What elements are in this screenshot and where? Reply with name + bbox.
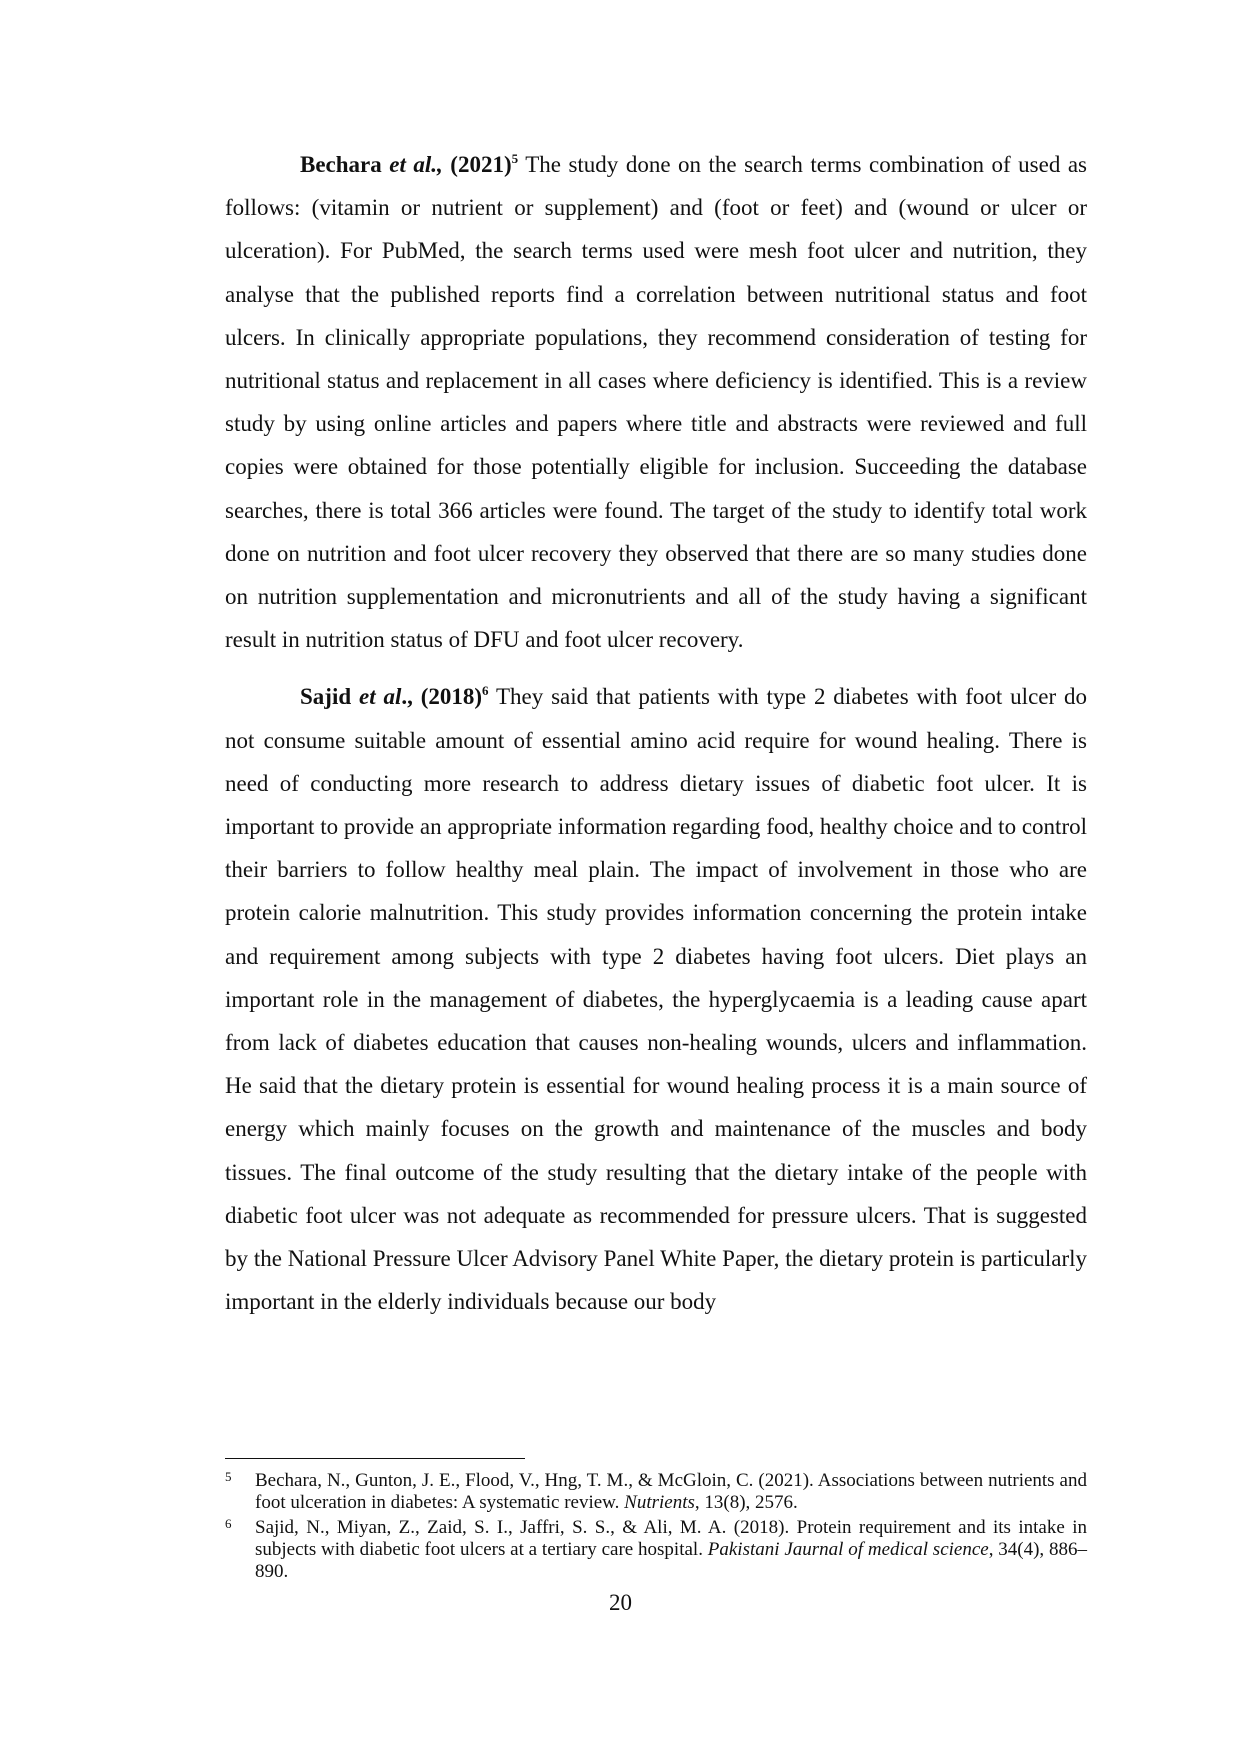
reference-details: , 34(4), 886–890. — [255, 1539, 1087, 1582]
author-name: Bechara — [300, 152, 382, 177]
author-citation — [300, 684, 482, 709]
author-citation — [300, 152, 512, 177]
footnote-marker: 6 — [225, 1516, 232, 1531]
paragraph-text: They said that patients with type 2 diabetes with foot ulcer do not consume suitable amount of essential amino acid require for wound healing. There is need of conducting more research to address dietary issues of diabetic foot ulcer. It is important to provide an appropriate information regarding food, healthy choice and to control their barriers to follow healthy meal plain. The impact of involvement in those who are protein calorie malnutrition. This study provides information concerning the protein intake and requirement among subjects with type 2 diabetes having foot ulcers. Diet plays an important role in the management of diabetes, the hyperglycaemia is a leading cause apart from lack of diabetes education that causes non-healing wounds, ulcers and inflammation. He said that the dietary protein is essential for wound healing process it is a main source of energy which mainly focuses on the growth and maintenance of the muscles and body tissues. The final outcome of the study resulting that the dietary intake of the people with diabetic foot ulcer was not adequate as recommended for pressure ulcers. That is suggested by the National Pressure Ulcer Advisory Panel White Paper, the dietary protein is particularly important in the elderly individuals because our body — [225, 684, 1088, 1315]
page-number: 20 — [609, 1590, 632, 1615]
footnote-text — [255, 1470, 1087, 1513]
footnote-text — [255, 1517, 1087, 1582]
et-al: et al., — [389, 152, 443, 177]
footnote-marker: 5 — [225, 1469, 232, 1484]
footnotes — [225, 1470, 1087, 1583]
et-al: et al — [359, 684, 402, 710]
author-name: Sajid — [300, 684, 352, 710]
paragraph-bechara — [225, 143, 1087, 661]
footnote-reference: 5 — [511, 151, 519, 166]
footnote-6 — [225, 1517, 1087, 1583]
journal-name: Pakistani Jaurnal of medical science — [707, 1539, 989, 1560]
reference-text: Bechara, N., Gunton, J. E., Flood, V., Hng, T. M., & McGloin, C. (2021). Associations between nutrients and foot ulceration in diabetes: A systematic review. — [255, 1470, 1087, 1513]
paragraph-text: The study done on the search terms combination of used as follows: (vitamin or nutrient or supplement) and (foot or feet) and (wound or ulcer or ulceration). For PubMed, the search terms used were mesh foot ulcer and nutrition, they analyse that the published reports find a correlation between nutritional status and foot ulcers. In clinically appropriate populations, they recommend consideration of testing for nutritional status and replacement in all cases where deficiency is identified. This is a review study by using online articles and papers where title and abstracts were reviewed and full copies were obtained for those potentially eligible for inclusion. Succeeding the database searches, there is total 366 articles were found. The target of the study to identify total work done on nutrition and foot ulcer recovery they observed that there are so many studies done on nutrition supplementation and micronutrients and all of the study having a significant result in nutrition status of DFU and foot ulcer recovery. — [225, 152, 1087, 653]
citation-year: ., (2018) — [401, 684, 483, 710]
reference-details: , 13(8), 2576. — [694, 1492, 798, 1513]
reference-text: Sajid, N., Miyan, Z., Zaid, S. I., Jaffri, S. S., & Ali, M. A. (2018). Protein requirement and its intake in subjects with diabetic foot ulcers at a tertiary care hospital. — [255, 1517, 1087, 1560]
journal-name: Nutrients — [624, 1492, 695, 1513]
paragraph-sajid — [225, 675, 1087, 1323]
footnote-5 — [225, 1470, 1087, 1514]
citation-year: (2021) — [442, 152, 512, 177]
body-text — [225, 143, 1087, 1323]
footnote-reference: 6 — [482, 683, 489, 699]
footnote-divider — [225, 1458, 525, 1459]
